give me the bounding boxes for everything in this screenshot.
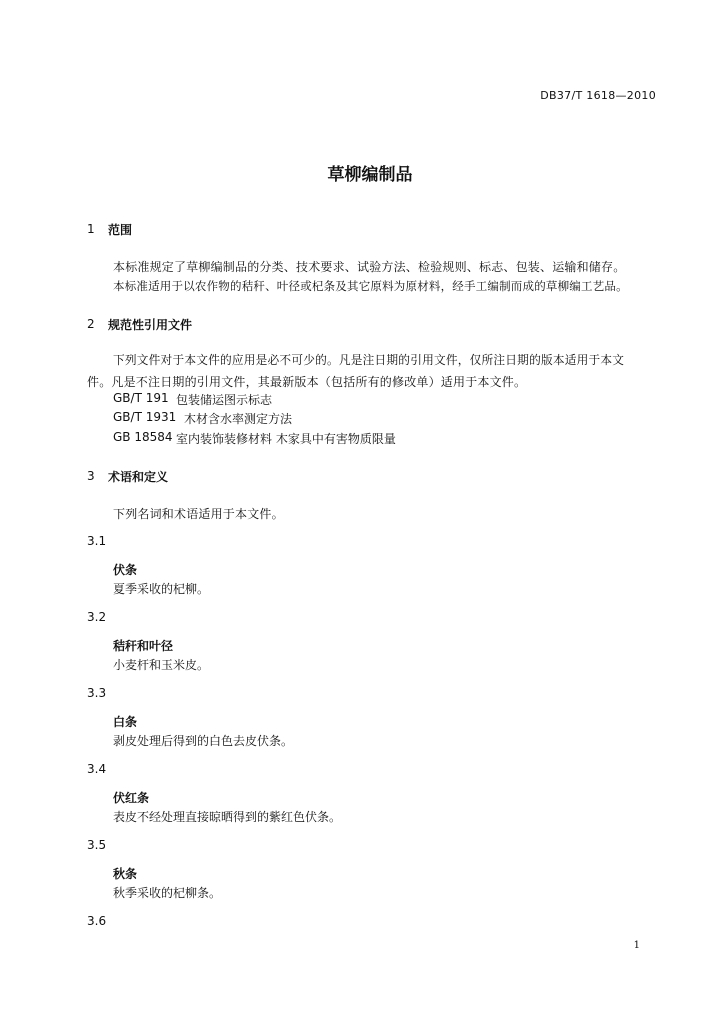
section-3-paragraph: 下列名词和术语适用于本文件。 <box>113 507 284 521</box>
term-3-6-number: 3.6 <box>87 914 107 928</box>
term-3-3-name: 白条 <box>113 715 138 729</box>
section-2-number: 2 <box>87 317 95 331</box>
term-3-4-number: 3.4 <box>87 762 107 776</box>
document-code: DB37/T 1618—2010 <box>540 89 656 102</box>
section-3-title: 术语和定义 <box>108 470 169 484</box>
term-3-1-definition: 夏季采收的杞柳。 <box>113 582 210 596</box>
document-title: 草柳编制品 <box>327 165 413 185</box>
reference-1-name: 包装储运图示标志 <box>176 393 273 407</box>
page-number: 1 <box>633 940 640 951</box>
reference-1-code: GB/T 191 <box>113 391 169 405</box>
term-3-4-name: 伏红条 <box>113 791 150 805</box>
section-1-paragraph-1: 本标准规定了草柳编制品的分类、技术要求、试验方法、检验规则、标志、包装、运输和储存。 <box>113 260 626 274</box>
term-3-3-number: 3.3 <box>87 686 107 700</box>
term-3-1-name: 伏条 <box>113 563 138 577</box>
section-1-paragraph-2: 本标准适用于以农作物的秸秆、叶径或杞条及其它原料为原材料，经手工编制而成的草柳编工艺品。 <box>113 279 628 293</box>
term-3-5-name: 秋条 <box>113 867 138 881</box>
section-2-title: 规范性引用文件 <box>108 318 193 332</box>
section-2-paragraph-line-2: 件。凡是不注日期的引用文件，其最新版本（包括所有的修改单）适用于本文件。 <box>87 375 527 389</box>
term-3-2-number: 3.2 <box>87 610 107 624</box>
section-3-number: 3 <box>87 469 95 483</box>
section-1-number: 1 <box>87 222 95 236</box>
section-1-title: 范围 <box>108 223 133 237</box>
term-3-1-number: 3.1 <box>87 534 107 548</box>
term-3-2-name: 秸秆和叶径 <box>113 639 174 653</box>
term-3-4-definition: 表皮不经处理直接晾晒得到的紫红色伏条。 <box>113 810 342 824</box>
reference-3-code: GB 18584 <box>113 430 173 444</box>
section-2-paragraph-line-1: 下列文件对于本文件的应用是必不可少的。凡是注日期的引用文件，仅所注日期的版本适用于本文 <box>113 353 625 367</box>
term-3-3-definition: 剥皮处理后得到的白色去皮伏条。 <box>113 734 294 748</box>
reference-3-name: 室内装饰装修材料 木家具中有害物质限量 <box>176 432 396 446</box>
reference-2-name: 木材含水率测定方法 <box>184 412 293 426</box>
term-3-5-definition: 秋季采收的杞柳条。 <box>113 886 222 900</box>
reference-2-code: GB/T 1931 <box>113 410 177 424</box>
term-3-5-number: 3.5 <box>87 838 107 852</box>
term-3-2-definition: 小麦杆和玉米皮。 <box>113 658 210 672</box>
